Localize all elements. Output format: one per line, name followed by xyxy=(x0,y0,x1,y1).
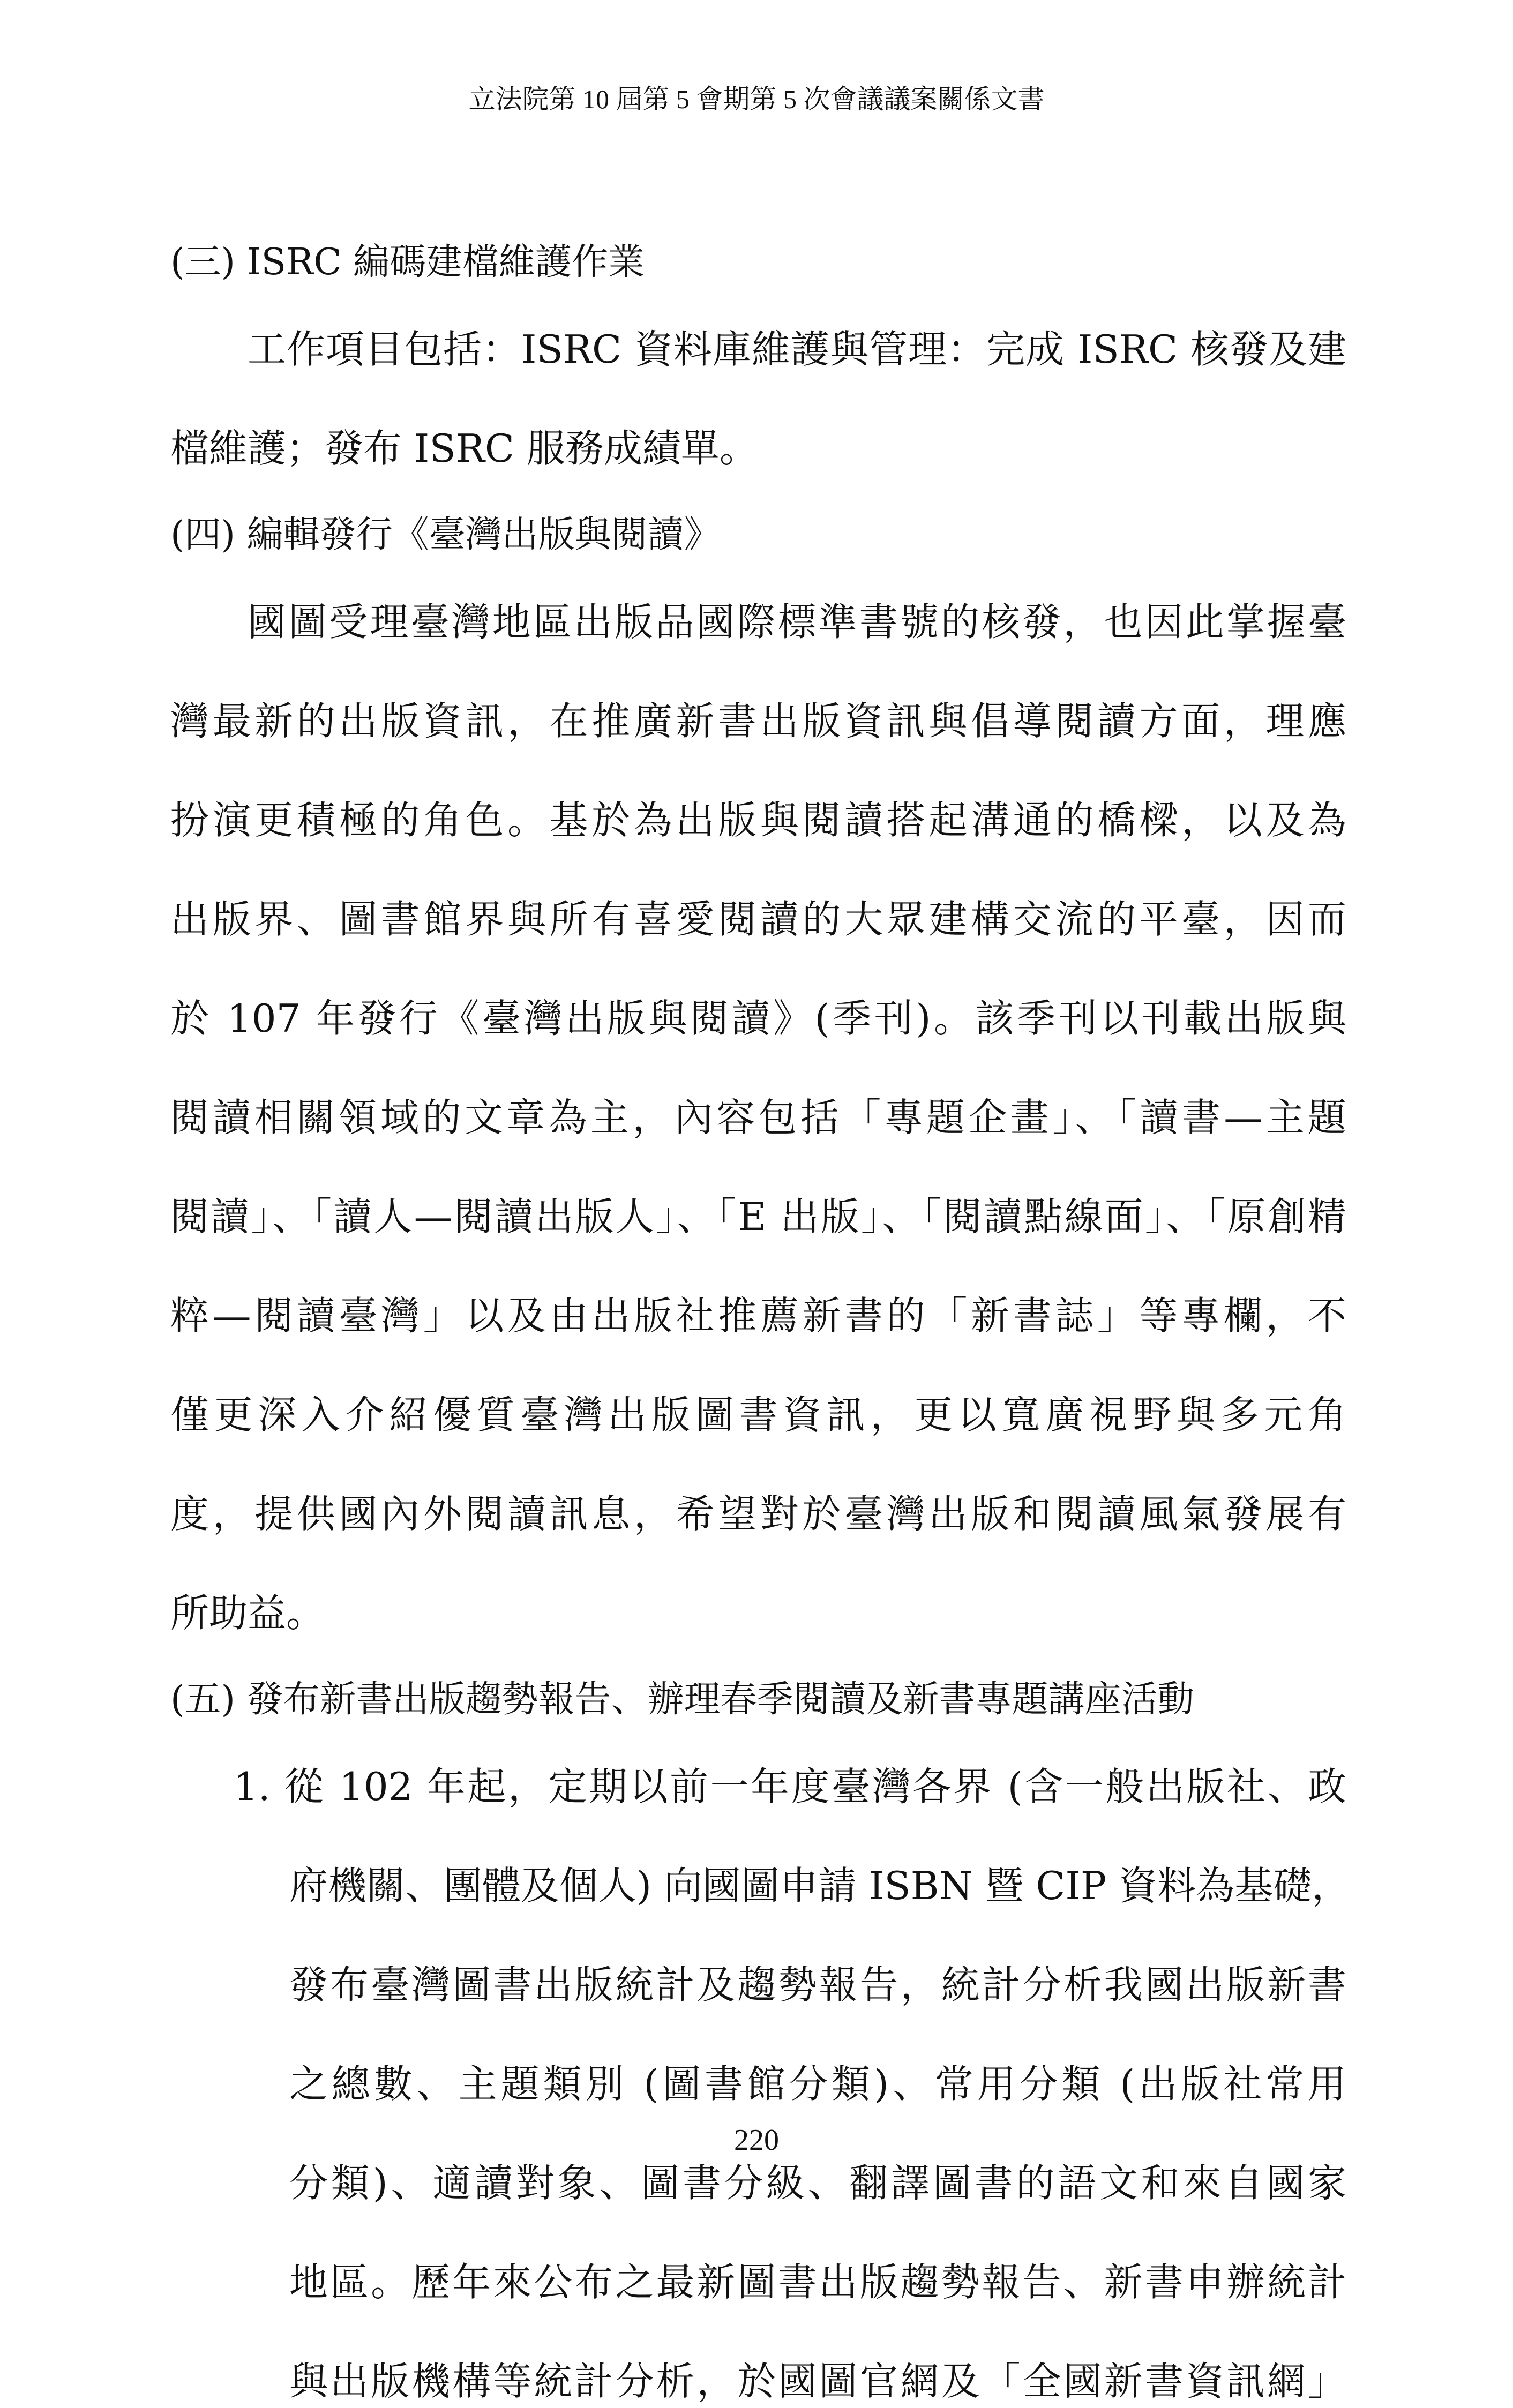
list-item-line: 府機關、團體及個人) 向國圖申請 ISBN 暨 CIP 資料為基礎， xyxy=(289,1863,1351,1908)
list-item-line: 發布臺灣圖書出版統計及趨勢報告，統計分析我國出版新書 xyxy=(289,1962,1346,2007)
section-heading-publication: (四) 編輯發行《臺灣出版與閱讀》 xyxy=(170,514,721,556)
section-heading-isrc: (三) ISRC 編碼建檔維護作業 xyxy=(170,241,645,283)
list-item-line: 之總數、主題類別 (圖書館分類)、常用分類 (出版社常用 xyxy=(289,2061,1346,2106)
text-line: 扮演更積極的角色。基於為出版與閱讀搭起溝通的橋樑，以及為 xyxy=(170,798,1346,843)
text-line: 閱讀相關領域的文章為主，內容包括「專題企畫」、「讀書—主題 xyxy=(170,1095,1346,1140)
text-line: 檔維護；發布 ISRC 服務成績單。 xyxy=(170,426,758,471)
text-line: 國圖受理臺灣地區出版品國際標準書號的核發，也因此掌握臺 xyxy=(248,599,1346,644)
text-line: 於 107 年發行《臺灣出版與閱讀》(季刊)。該季刊以刊載出版與 xyxy=(170,996,1346,1041)
section-heading-trend-report: (五) 發布新書出版趨勢報告、辦理春季閱讀及新書專題講座活動 xyxy=(170,1678,1194,1721)
page-number: 220 xyxy=(734,2124,779,2157)
document-body xyxy=(170,236,1351,2408)
text-line: 粹—閱讀臺灣」以及由出版社推薦新書的「新書誌」等專欄，不 xyxy=(170,1293,1346,1338)
text-line: 工作項目包括：ISRC 資料庫維護與管理：完成 ISRC 核發及建 xyxy=(248,327,1346,372)
list-item-line: 地區。歷年來公布之最新圖書出版趨勢報告、新書申辦統計 xyxy=(289,2260,1346,2305)
list-item-line: 1. 從 102 年起，定期以前一年度臺灣各界 (含一般出版社、政 xyxy=(234,1764,1346,1809)
text-line: 閱讀」、「讀人—閱讀出版人」、「E 出版」、「閱讀點線面」、「原創精 xyxy=(170,1194,1346,1239)
text-line: 所助益。 xyxy=(170,1591,325,1636)
text-line: 出版界、圖書館界與所有喜愛閱讀的大眾建構交流的平臺，因而 xyxy=(170,897,1346,942)
list-item-line: 與出版機構等統計分析，於國圖官網及「全國新書資訊網」 xyxy=(289,2359,1346,2404)
text-line: 度，提供國內外閱讀訊息，希望對於臺灣出版和閱讀風氣發展有 xyxy=(170,1491,1346,1536)
list-item-line: 分類)、適讀對象、圖書分級、翻譯圖書的語文和來自國家 xyxy=(289,2161,1346,2206)
list-item xyxy=(234,1760,1351,2408)
paragraph-publication xyxy=(170,595,1346,1640)
paragraph-isrc xyxy=(170,322,1346,475)
text-line: 灣最新的出版資訊，在推廣新書出版資訊與倡導閱讀方面，理應 xyxy=(170,699,1346,744)
document-header: 立法院第 10 屆第 5 會期第 5 次會議議案關係文書 xyxy=(468,84,1045,114)
text-line: 僅更深入介紹優質臺灣出版圖書資訊，更以寬廣視野與多元角 xyxy=(170,1392,1346,1437)
